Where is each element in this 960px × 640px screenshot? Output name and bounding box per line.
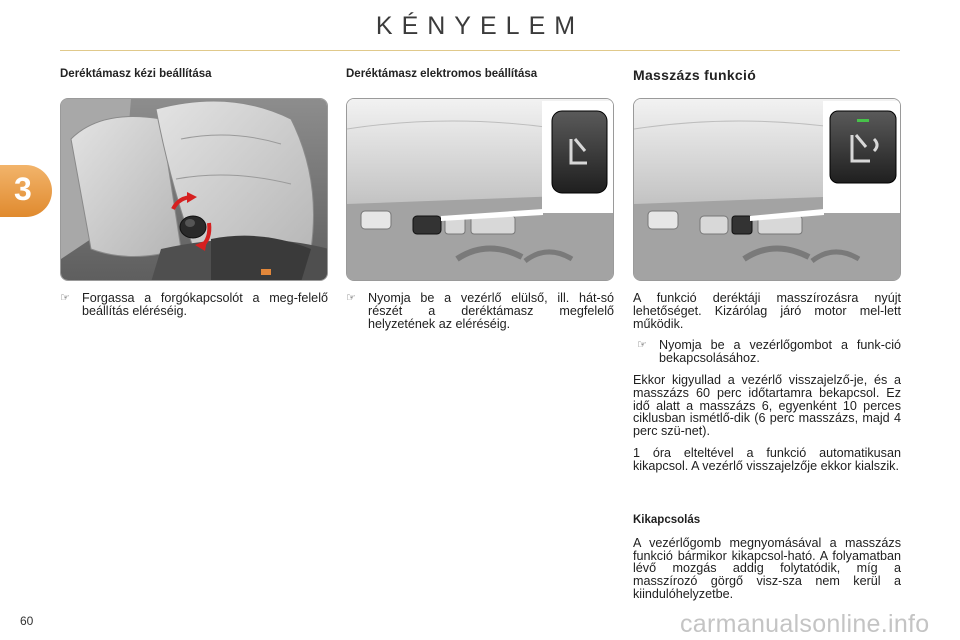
watermark: carmanualsonline.info [680, 610, 930, 638]
chapter-tab [0, 165, 52, 217]
section-title-massage: Masszázs funkció [633, 67, 757, 83]
list-item [60, 292, 328, 318]
pointing-hand-icon: ☞ [346, 292, 356, 304]
electric-lumbar-instruction: Nyomja be a vezérlő elülső, ill. hát-só részét a deréktámasz megfelelő helyzetének az eléréséig. [368, 291, 614, 331]
header-divider [60, 50, 900, 51]
pointing-hand-icon: ☞ [637, 339, 647, 352]
switch-off-section [633, 514, 901, 601]
section-title-electric-lumbar: Deréktámasz elektromos beállítása [346, 68, 538, 80]
massage-paragraph-duration: Ekkor kigyullad a vezérlő visszajelző-je, és a masszázs 60 perc időtartamra bekapcsol. Ez idő alatt a masszázs 6, egyenként 10 perces ciklusban ismétlő-dik (6 perc masszázs, majd 4 perc szü-net). [633, 372, 901, 439]
list-item [637, 339, 901, 365]
manual-lumbar-photo [60, 98, 328, 281]
massage-text [633, 292, 901, 482]
massage-control-photo [633, 98, 901, 281]
page-title: KÉNYELEM [375, 12, 585, 40]
pointing-hand-icon: ☞ [60, 292, 70, 304]
switch-off-heading: Kikapcsolás [633, 514, 701, 526]
switch-off-paragraph: A vezérlőgomb megnyomásával a masszázs funkció bármikor kikapcsol-ható. A folyamatban lévő mozgás addig folytatódik, míg a masszírozó görgő visz-sza nem kerül a kiindulóhelyzetbe. [633, 535, 901, 601]
manual-lumbar-instruction: Forgassa a forgókapcsolót a meg-felelő beállítás eléréséig. [82, 291, 328, 318]
electric-lumbar-text [346, 292, 614, 330]
massage-paragraph-auto-off: 1 óra elteltével a funkció automatikusan kikapcsol. A vezérlő visszajelzője ekkor kialszik. [633, 445, 901, 473]
list-item [346, 292, 614, 330]
massage-intro: A funkció deréktáji masszírozásra nyújt lehetőséget. Kizárólag járó motor mel-lett működik. [633, 291, 901, 331]
chapter-number: 3 [14, 171, 32, 207]
massage-instruction: Nyomja be a vezérlőgombot a funk-ció bekapcsolásához. [659, 338, 901, 366]
page-number: 60 [20, 614, 34, 628]
section-title-manual-lumbar: Deréktámasz kézi beállítása [60, 68, 212, 80]
electric-lumbar-photo [346, 98, 614, 281]
manual-lumbar-text [60, 292, 328, 318]
